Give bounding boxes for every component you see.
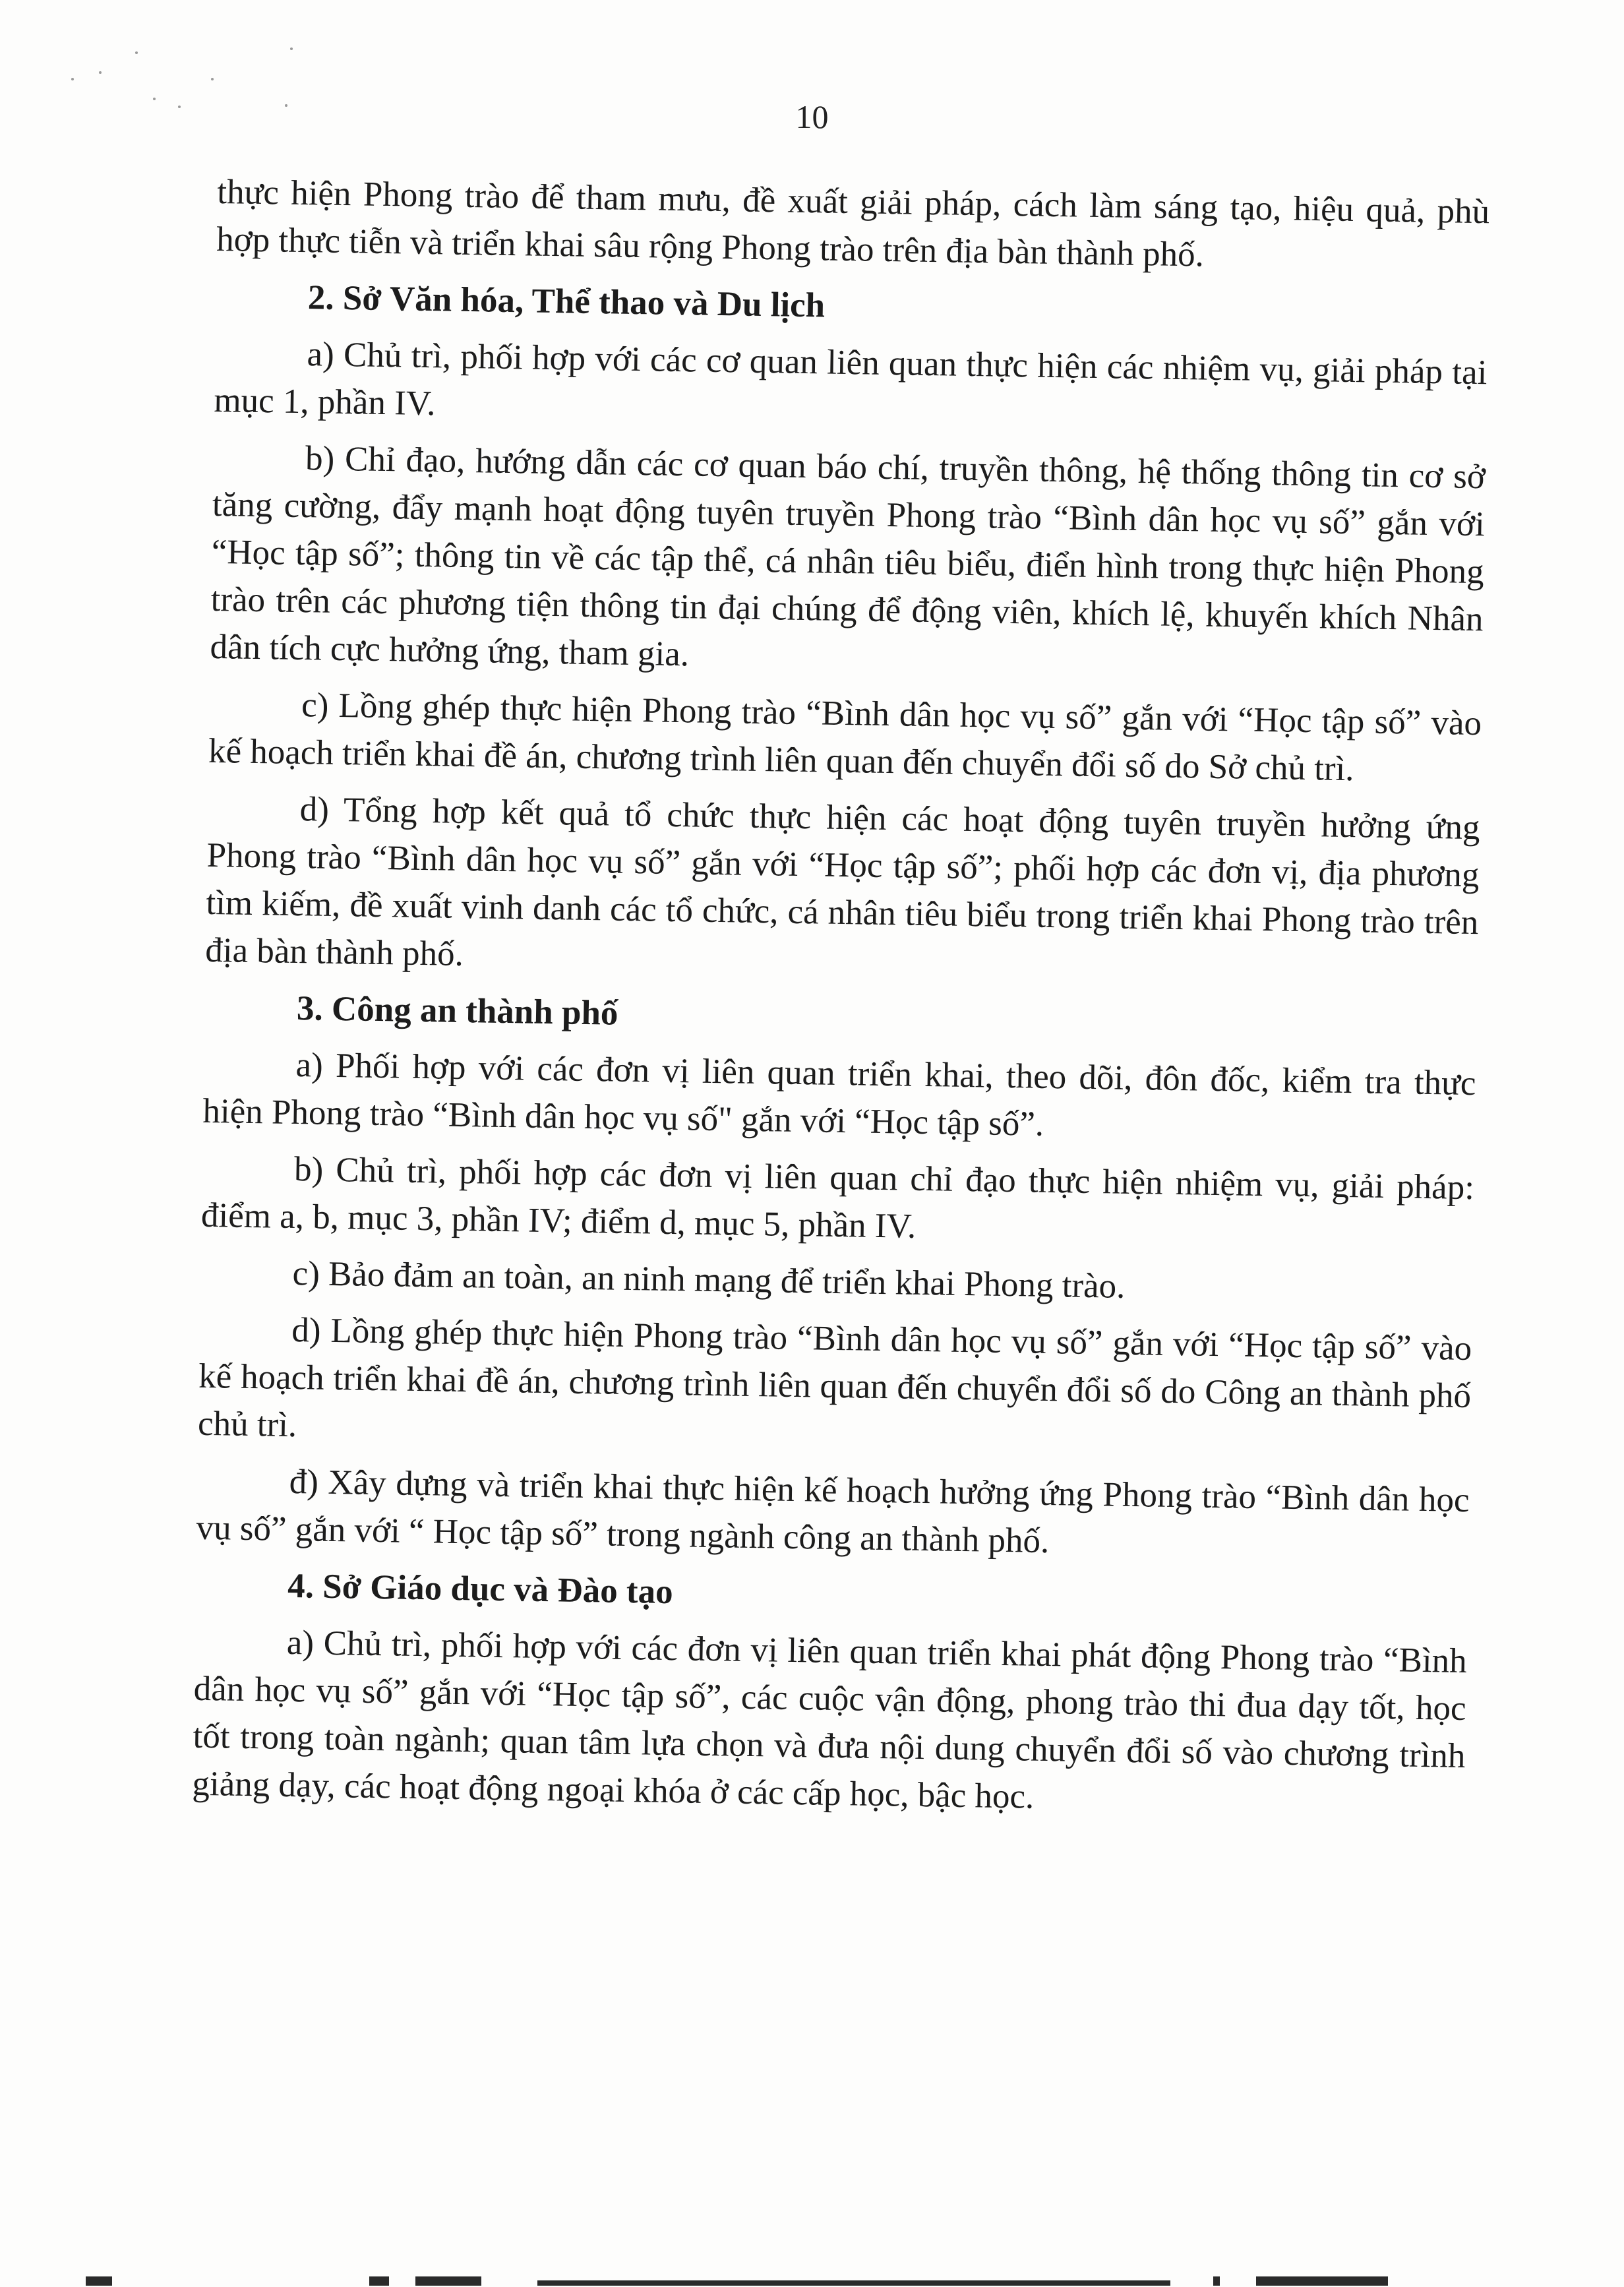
document-body <box>192 168 1490 1837</box>
scan-speckle <box>290 47 293 50</box>
page-number: 10 <box>795 98 829 135</box>
scan-edge-mark <box>1256 2276 1388 2286</box>
paragraph: đ) Xây dựng và triển khai thực hiện kế hoạch hưởng ứng Phong trào “Bình dân học vụ số” gắn với “ Học tập số” trong ngành công an thành phố. <box>196 1462 1470 1561</box>
paragraph: thực hiện Phong trào để tham mưu, đề xuất giải pháp, cách làm sáng tạo, hiệu quả, phù hợp thực tiễn và triển khai sâu rộng Phong trào trên địa bàn thành phố. <box>216 172 1490 274</box>
scan-speckle <box>71 78 74 80</box>
section-heading: 3. Công an thành phố <box>296 989 618 1033</box>
paragraph: a) Chủ trì, phối hợp với các đơn vị liên quan triển khai phát động Phong trào “Bình dân học vụ số” gắn với “Học tập số”, các cuộc vận động, phong trào thi đua dạy tốt, học tốt trong toàn ngành; quan tâm lựa chọn và đưa nội dung chuyển đổi số vào chương trình giảng dạy, các hoạt động ngoại khóa ở các cấp học, bậc học. <box>192 1623 1468 1816</box>
paragraph: b) Chỉ đạo, hướng dẫn các cơ quan báo chí, truyền thông, hệ thống thông tin cơ sở tăng cường, đẩy mạnh hoạt động tuyên truyền Phong trào “Bình dân học vụ số” gắn với “Học tập số”; thông tin về các tập thể, cá nhân tiêu biểu, điển hình trong thực hiện Phong trào trên các phương tiện thông tin đại chúng để động viên, khích lệ, khuyến khích Nhân dân tích cực hưởng ứng, tham gia. <box>210 439 1486 674</box>
scan-edge-mark <box>86 2276 112 2286</box>
scan-edge-mark <box>1213 2276 1220 2286</box>
scan-edge-mark <box>415 2276 481 2286</box>
paragraph: a) Chủ trì, phối hợp với các cơ quan liên quan thực hiện các nhiệm vụ, giải pháp tại mục 1, phần IV. <box>214 335 1488 423</box>
paragraph: c) Bảo đảm an toàn, an ninh mạng để triển khai Phong trào. <box>292 1254 1126 1306</box>
scan-edge-mark <box>537 2280 1170 2286</box>
scan-speckle <box>135 51 138 54</box>
paragraph: d) Lồng ghép thực hiện Phong trào “Bình dân học vụ số” gắn với “Học tập số” vào kế hoạch triển khai đề án, chương trình liên quan đến chuyển đổi số do Công an thành phố chủ trì. <box>197 1310 1472 1445</box>
scan-speckle <box>211 78 214 80</box>
scan-speckle <box>99 71 102 74</box>
section-heading: 4. Sở Giáo dục và Đào tạo <box>287 1566 674 1612</box>
scan-edge-mark <box>369 2276 389 2286</box>
paragraph: d) Tổng hợp kết quả tổ chức thực hiện các hoạt động tuyên truyền hưởng ứng Phong trào “Bình dân học vụ số” gắn với “Học tập số”; phối hợp các đơn vị, địa phương tìm kiếm, đề xuất vinh danh các tổ chức, cá nhân tiêu biểu trong triển khai Phong trào trên địa bàn thành phố. <box>204 790 1480 973</box>
paragraph: a) Phối hợp với các đơn vị liên quan triển khai, theo dõi, đôn đốc, kiểm tra thực hiện Phong trào “Bình dân học vụ số" gắn với “Học tập số”. <box>202 1046 1476 1144</box>
paragraph: c) Lồng ghép thực hiện Phong trào “Bình dân học vụ số” gắn với “Học tập số” vào kế hoạch triển khai đề án, chương trình liên quan đến chuyển đổi số do Sở chủ trì. <box>208 686 1482 789</box>
section-heading: 2. Sở Văn hóa, Thể thao và Du lịch <box>307 278 826 325</box>
paragraph: b) Chủ trì, phối hợp các đơn vị liên quan chỉ đạo thực hiện nhiệm vụ, giải pháp: điểm a, b, mục 3, phần IV; điểm d, mục 5, phần IV. <box>200 1150 1475 1246</box>
